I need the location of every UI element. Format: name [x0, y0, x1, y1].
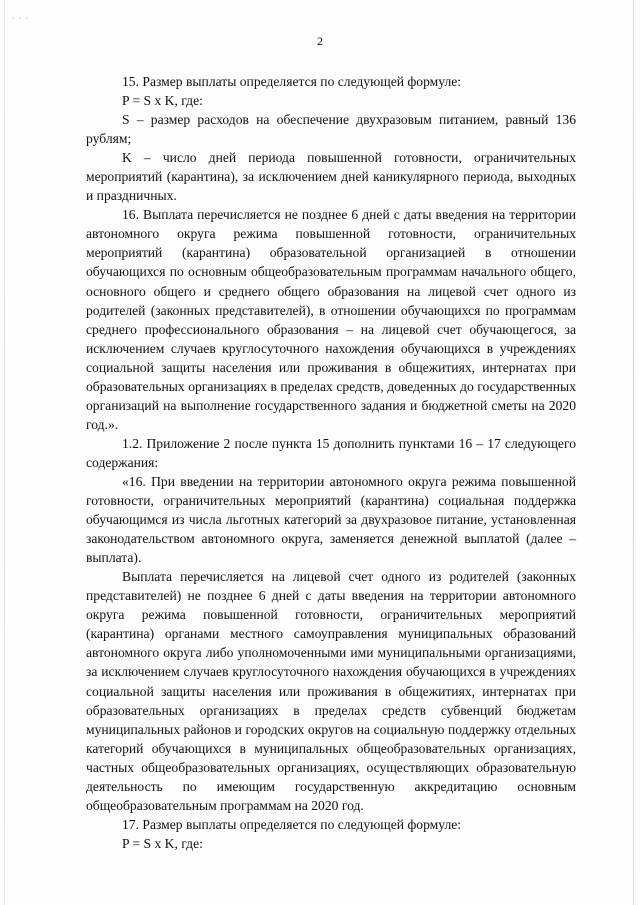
paragraph-new-16: «16. При введении на территории автономного округа режима повышенной готовности, ограничительных мероприятий (карантина) социальная поддержка обучающимся из числа льготных категорий за двухразовое питание, установленная законодательством автономного округа, заменяется денежной выплатой (далее – выплата).	[86, 473, 576, 566]
paragraph-formula-2: P = S x K, где:	[122, 835, 203, 851]
scan-edge-left	[4, 0, 5, 905]
paragraph-1-2: 1.2. Приложение 2 после пункта 15 дополнить пунктами 16 – 17 следующего содержания:	[86, 435, 576, 470]
paragraph-15-formula-intro: 15. Размер выплаты определяется по следующей формуле:	[122, 74, 462, 89]
scan-corner-marks: · · ·	[12, 14, 29, 23]
paragraph-s-definition: S – размер расходов на обеспечение двухразовым питанием, равный 136 рублям;	[86, 112, 576, 147]
paragraph-17: 17. Размер выплаты определяется по следующей формуле:	[122, 816, 462, 832]
paragraph-payment-transfer: Выплата перечисляется на лицевой счет одного из родителей (законных представителей) не позднее 6 дней с даты введения на территории автономного округа режима повышенной готовности, ограничительных мероприятий (карантина) органами местного самоуправления муниципальных образований автономного округа либо уполномоченными ими муниципальными организациями, за исключением случаев круглосуточного нахождения обучающихся в учреждениях социальной защиты населения или проживания в общежитиях, интернатах при образовательных организациях в пределах средств субвенций бюджетам муниципальных районов и городских округов на социальную поддержку отдельных категорий обучающихся в муниципальных общеобразовательных организациях, частных общеобразовательных организациях, осуществляющих образовательную деятельность по имеющим государственную аккредитацию основным общеобразовательным программам на 2020 год.	[86, 569, 576, 813]
paragraph-k-definition: K – число дней периода повышенной готовности, ограничительных мероприятий (карантина), за исключением дней каникулярного периода, выходных и праздничных.	[86, 150, 576, 204]
paragraph-formula: P = S x K, где:	[122, 93, 203, 109]
paragraph-16: 16. Выплата перечисляется не позднее 6 дней с даты введения на территории автономного округа режима повышенной готовности, ограничительных мероприятий (карантина) образовательной организацией в отношении обучающихся по основным общеобразовательным программам начального общего, основного общего и среднего общего образования на лицевой счет одного из родителей (законных представителей), в отношении обучающихся по программам среднего профессионального образования – на лицевой счет обучающегося, за исключением случаев круглосуточного нахождения обучающихся в учреждениях социальной защиты населения или проживания в общежитиях, интернатах при образовательных организациях в пределах средств, доведенных до государственных организаций на выполнение государственного задания и бюджетной сметы на 2020 год.».	[86, 207, 576, 432]
scan-edge-right	[633, 0, 634, 905]
page-number: 2	[317, 34, 323, 48]
document-body	[86, 72, 576, 853]
